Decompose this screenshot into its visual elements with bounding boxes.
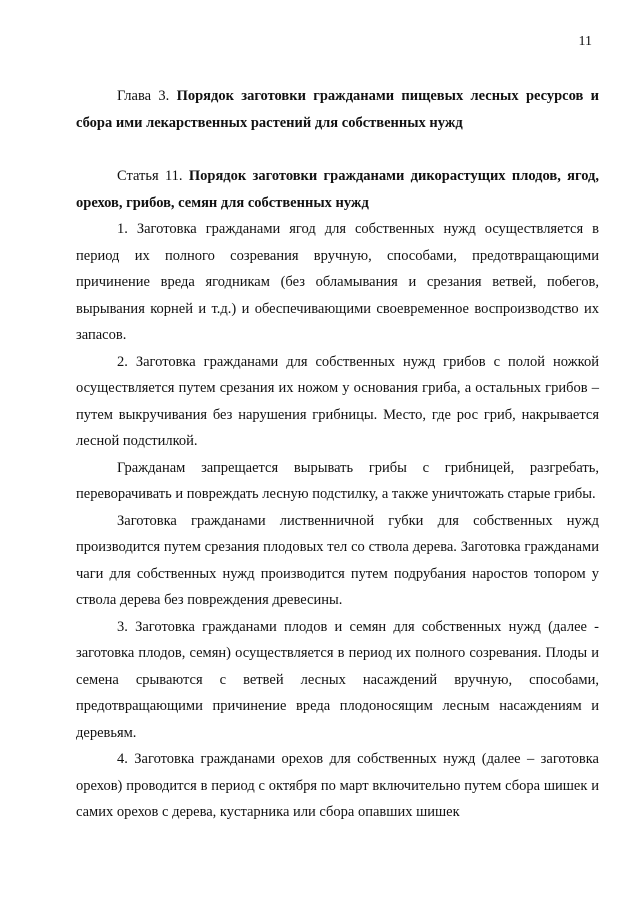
paragraph-4: Заготовка гражданами лиственничной губки для собственных нужд производится путем срезания плодовых тел со ствола дерева. Заготовка гражданами чаги для собственных нужд производится путем подрубания наростов топором у ствола дерева без повреждения древесины. [76,512,599,608]
document-body [76,83,599,826]
chapter-title: Порядок заготовки гражданами пищевых лесных ресурсов и сбора ими лекарственных растений для собственных нужд [76,88,599,131]
article-heading [76,163,599,216]
paragraph-1: 1. Заготовка гражданами ягод для собственных нужд осуществляется в период их полного созревания вручную, способами, предотвращающими причинение вреда ягодникам (без обламывания и срезания ветвей, побегов, вырывания корней и т.д.) и обеспечивающими своевременное воспроизводство их запасов. [76,221,599,343]
chapter-prefix: Глава 3. [117,88,177,104]
paragraph-6: 4. Заготовка гражданами орехов для собственных нужд (далее – заготовка орехов) проводится в период с октября по март включительно путем сбора шишек и самих орехов с дерева, кустарника или сбора опавших шишек [76,751,599,820]
paragraph-2: 2. Заготовка гражданами для собственных нужд грибов с полой ножкой осуществляется путем срезания их ножом у основания гриба, а остальных грибов – путем выкручивания без нарушения грибницы. Место, где рос гриб, накрывается лесной подстилкой. [76,353,599,449]
article-title: Порядок заготовки гражданами дикорастущих плодов, ягод, орехов, грибов, семян для собственных нужд [76,168,600,211]
paragraph-5: 3. Заготовка гражданами плодов и семян для собственных нужд (далее - заготовка плодов, семян) осуществляется в период их полного созревания. Плоды и семена срываются с ветвей лесных насаждений вручную, способами, предотвращающими причинение вреда плодоносящим лесным насаждениям и деревьям. [76,618,599,741]
article-prefix: Статья 11. [117,168,189,184]
chapter-heading [76,83,599,136]
page-number: 11 [578,34,592,49]
paragraph-3: Гражданам запрещается вырывать грибы с грибницей, разгребать, переворачивать и повреждать лесную подстилку, а также уничтожать старые грибы. [76,459,599,502]
